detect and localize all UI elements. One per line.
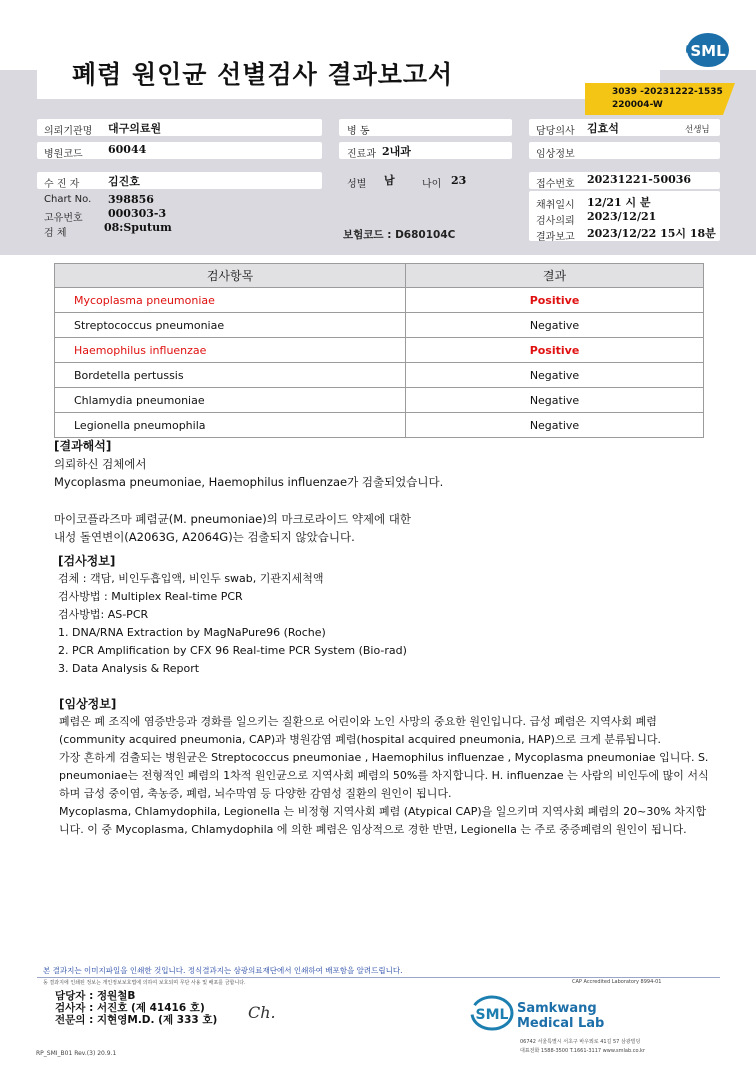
name-label: 수 진 자 <box>44 179 80 190</box>
report-title: 폐렴 원인균 선별검사 결과보고서 <box>72 60 454 89</box>
sex-value: 남 <box>384 174 395 187</box>
name-field <box>37 172 322 189</box>
sml-bottom-logo-icon <box>470 993 514 1033</box>
clinical-info-label: 임상정보 <box>536 149 575 160</box>
report-label: 결과보고 <box>536 232 575 243</box>
interpretation-line: Mycoplasma pneumoniae, Haemophilus influenzae가 검출되었습니다. <box>54 475 444 489</box>
test-result: Positive <box>406 338 704 363</box>
footer-divider <box>37 977 720 978</box>
test-info-line: 검체 : 객담, 비인두흡입액, 비인두 swab, 기관지세척액 <box>58 572 324 585</box>
test-info-line: 검사방법: AS-PCR <box>58 608 149 621</box>
dept-label: 진료과 <box>347 149 376 160</box>
clinical-paragraph: 가장 흔하게 검출되는 병원균은 Streptococcus pneumoniae , Haemophilus influenzae , Mycoplasma pneumoniae 입니다. S. pneumoniae는 전형적인 폐렴의 1차적 원인균으로 지역사회 폐렴의 50%를 차지합니다. H. influenzae 는 사람의 비인두에 많이 서식하며 급성 중이염, 축농증, 폐렴, 뇌수막염 등 다양한 감염성 질환의 원인이 됩니다. <box>59 751 709 800</box>
test-result: Negative <box>406 363 704 388</box>
staff-tester: 검사자 : 서진호 (제 41416 호) <box>55 1002 205 1014</box>
chart-label: Chart No. <box>44 194 92 205</box>
interpretation-section <box>54 437 443 546</box>
table-row <box>55 288 704 313</box>
test-result: Positive <box>406 288 704 313</box>
id-value: 000303-3 <box>108 207 167 220</box>
clinical-section <box>59 713 709 839</box>
bottom-logo-text: SML <box>475 1007 509 1023</box>
test-name: Bordetella pertussis <box>55 363 406 388</box>
test-info-line: 1. DNA/RNA Extraction by MagNaPure96 (Roche) <box>58 626 326 639</box>
request-label: 검사의뢰 <box>536 216 575 227</box>
code-label: 병원코드 <box>44 149 83 160</box>
ribbon-line-1: 3039 -20231222-1535 <box>612 87 723 97</box>
chart-value: 398856 <box>108 193 154 206</box>
header-result: 결과 <box>406 264 704 288</box>
clinical-heading: [임상정보] <box>59 697 117 711</box>
test-info-line: 검사방법 : Multiplex Real-time PCR <box>58 590 243 603</box>
interpretation-line: 의뢰하신 검체에서 <box>54 457 147 471</box>
table-row <box>55 313 704 338</box>
interpretation-line: 내성 돌연변이(A2063G, A2064G)는 검출되지 않았습니다. <box>54 530 355 544</box>
name-value: 김진호 <box>108 175 140 188</box>
form-code: RP_SMI_B01 Rev.(3) 20.9.1 <box>36 1050 117 1057</box>
lab-name-line2: Medical Lab <box>517 1016 605 1031</box>
hospital-label: 의뢰기관명 <box>44 126 93 137</box>
interpretation-line: 마이코플라즈마 폐렴균(M. pneumoniae)의 마크로라이드 약제에 대한 <box>54 512 412 526</box>
table-row <box>55 388 704 413</box>
lab-address <box>520 1038 645 1056</box>
specimen-value: 08:Sputum <box>104 221 172 234</box>
sex-label: 성별 <box>347 179 367 190</box>
image-notice: 본 결과지는 이미지파일을 인쇄한 것입니다. 정식결과지는 삼광의료재단에서 인쇄하여 배포함을 알려드립니다. <box>43 966 403 975</box>
test-result: Negative <box>406 388 704 413</box>
table-row <box>55 338 704 363</box>
collect-value: 12/21 시 분 <box>587 196 651 209</box>
test-info-line: 2. PCR Amplification by CFX 96 Real-time PCR System (Bio-rad) <box>58 644 407 657</box>
doctor-label: 담당의사 <box>536 126 575 137</box>
logo-text: SML <box>690 42 726 60</box>
test-name: Streptococcus pneumoniae <box>55 313 406 338</box>
test-name: Chlamydia pneumoniae <box>55 388 406 413</box>
doctor-value: 김효석 <box>587 122 619 135</box>
staff-block <box>55 990 217 1026</box>
cap-note: CAP Accredited Laboratory 8994-01 <box>572 979 662 985</box>
specimen-label: 검 체 <box>44 228 67 239</box>
dept-value: 2내과 <box>382 145 411 158</box>
test-name: Haemophilus influenzae <box>55 338 406 363</box>
clinical-paragraph: 폐렴은 폐 조직에 염증반응과 경화를 일으키는 질환으로 어린이와 노인 사망의 중요한 원인입니다. 급성 폐렴은 지역사회 폐렴 (community acquired pneumonia, CAP)과 병원감염 폐렴(hospital acquired pneumonia, HAP)으로 크게 분류됩니다. <box>59 715 661 746</box>
test-name: Mycoplasma pneumoniae <box>55 288 406 313</box>
test-result: Negative <box>406 313 704 338</box>
header-test-item: 검사항목 <box>55 264 406 288</box>
staff-manager: 담당자 : 정원철B <box>55 990 136 1002</box>
staff-specialist: 전문의 : 지현영M.D. (제 333 호) <box>55 1014 218 1026</box>
results-header-row <box>55 264 704 288</box>
table-row <box>55 413 704 438</box>
test-info-line: 3. Data Analysis & Report <box>58 662 200 675</box>
lab-address-line2: 대표전화 1588-3500 T.1661-3117 www.smlab.co.kr <box>520 1048 645 1054</box>
test-info-section <box>58 552 407 678</box>
test-result: Negative <box>406 413 704 438</box>
receipt-value: 20231221-50036 <box>587 173 692 186</box>
request-value: 2023/12/21 <box>587 210 657 223</box>
signature: Ch. <box>248 1003 276 1022</box>
test-info-heading: [검사정보] <box>58 554 116 568</box>
lab-name-line1: Samkwang <box>517 1001 597 1016</box>
lab-name <box>517 1001 604 1031</box>
lab-logo <box>470 993 514 1037</box>
interpretation-heading: [결과해석] <box>54 439 112 453</box>
hospital-value: 대구의료원 <box>108 122 162 135</box>
table-row <box>55 363 704 388</box>
ribbon-line-2: 220004-W <box>612 100 663 110</box>
ribbon-text <box>612 86 723 112</box>
clinical-paragraph: Mycoplasma, Chlamydophila, Legionella 는 비정형 지역사회 폐렴 (Atypical CAP)을 일으키며 지역사회 폐렴의 20~30% 차지합니다. 이 중 Mycoplasma, Chlamydophila 에 의한 폐렴은 임상적으로 경한 반면, Legionella 는 주로 중증폐렴의 원인이 됩니다. <box>59 805 707 836</box>
age-value: 23 <box>451 174 467 187</box>
ward-label: 병 동 <box>347 126 370 137</box>
lab-address-line1: 06742 서울특별시 서초구 바우뫼로 41길 57 삼광빌딩 <box>520 1039 641 1045</box>
age-label: 나이 <box>422 179 442 190</box>
test-name: Legionella pneumophila <box>55 413 406 438</box>
insurance-code: 보험코드 : D680104C <box>343 229 456 241</box>
collect-label: 채취일시 <box>536 200 575 211</box>
receipt-label: 접수번호 <box>536 179 575 190</box>
doctor-suffix: 선생님 <box>685 125 710 135</box>
results-table <box>54 263 704 438</box>
privacy-note: 동 결과지에 인쇄된 정보는 개인정보보호법에 의하여 보호되며 무단 사용 및 배포를 금합니다. <box>43 980 246 986</box>
code-value: 60044 <box>108 143 147 156</box>
id-label: 고유번호 <box>44 213 83 224</box>
report-value: 2023/12/22 15시 18분 <box>587 227 716 240</box>
sml-logo-icon <box>684 30 732 70</box>
